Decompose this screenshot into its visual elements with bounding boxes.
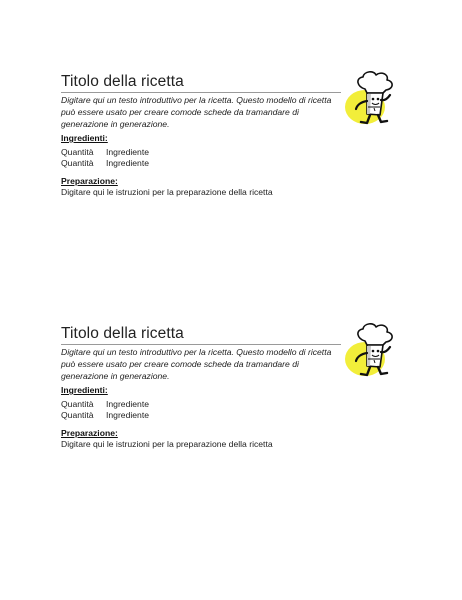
preparation-text: Digitare qui le istruzioni per la preparazione della ricetta xyxy=(61,439,273,449)
ingredient-quantity: Quantità xyxy=(61,147,94,157)
ingredient-quantity: Quantità xyxy=(61,399,94,409)
chef-icon xyxy=(343,71,403,131)
ingredient-quantity: Quantità xyxy=(61,410,94,420)
recipe-intro: Digitare qui un testo introduttivo per la ricetta. Questo modello di ricetta può essere usato per creare comode schede da tramandare di generazione in generazione. xyxy=(61,95,332,129)
ingredient-name: Ingrediente xyxy=(106,410,150,420)
preparation-heading: Preparazione: xyxy=(61,428,118,438)
recipe-card-1 xyxy=(0,0,462,250)
ingredient-row xyxy=(61,157,261,169)
ingredients-heading: Ingredienti: xyxy=(61,133,108,143)
preparation-heading: Preparazione: xyxy=(61,176,118,186)
ingredient-name: Ingrediente xyxy=(106,158,150,168)
title-divider xyxy=(61,92,341,93)
ingredient-quantity: Quantità xyxy=(61,158,94,168)
ingredient-row xyxy=(61,409,261,421)
preparation-text: Digitare qui le istruzioni per la preparazione della ricetta xyxy=(61,187,273,197)
recipe-title: Titolo della ricetta xyxy=(61,73,184,90)
ingredient-name: Ingrediente xyxy=(106,399,150,409)
ingredient-name: Ingrediente xyxy=(106,147,150,157)
ingredients-heading: Ingredienti: xyxy=(61,385,108,395)
recipe-title: Titolo della ricetta xyxy=(61,325,184,342)
recipe-card-2 xyxy=(0,252,462,502)
chef-icon xyxy=(343,323,403,383)
recipe-intro: Digitare qui un testo introduttivo per la ricetta. Questo modello di ricetta può essere usato per creare comode schede da tramandare di generazione in generazione. xyxy=(61,347,332,381)
title-divider xyxy=(61,344,341,345)
